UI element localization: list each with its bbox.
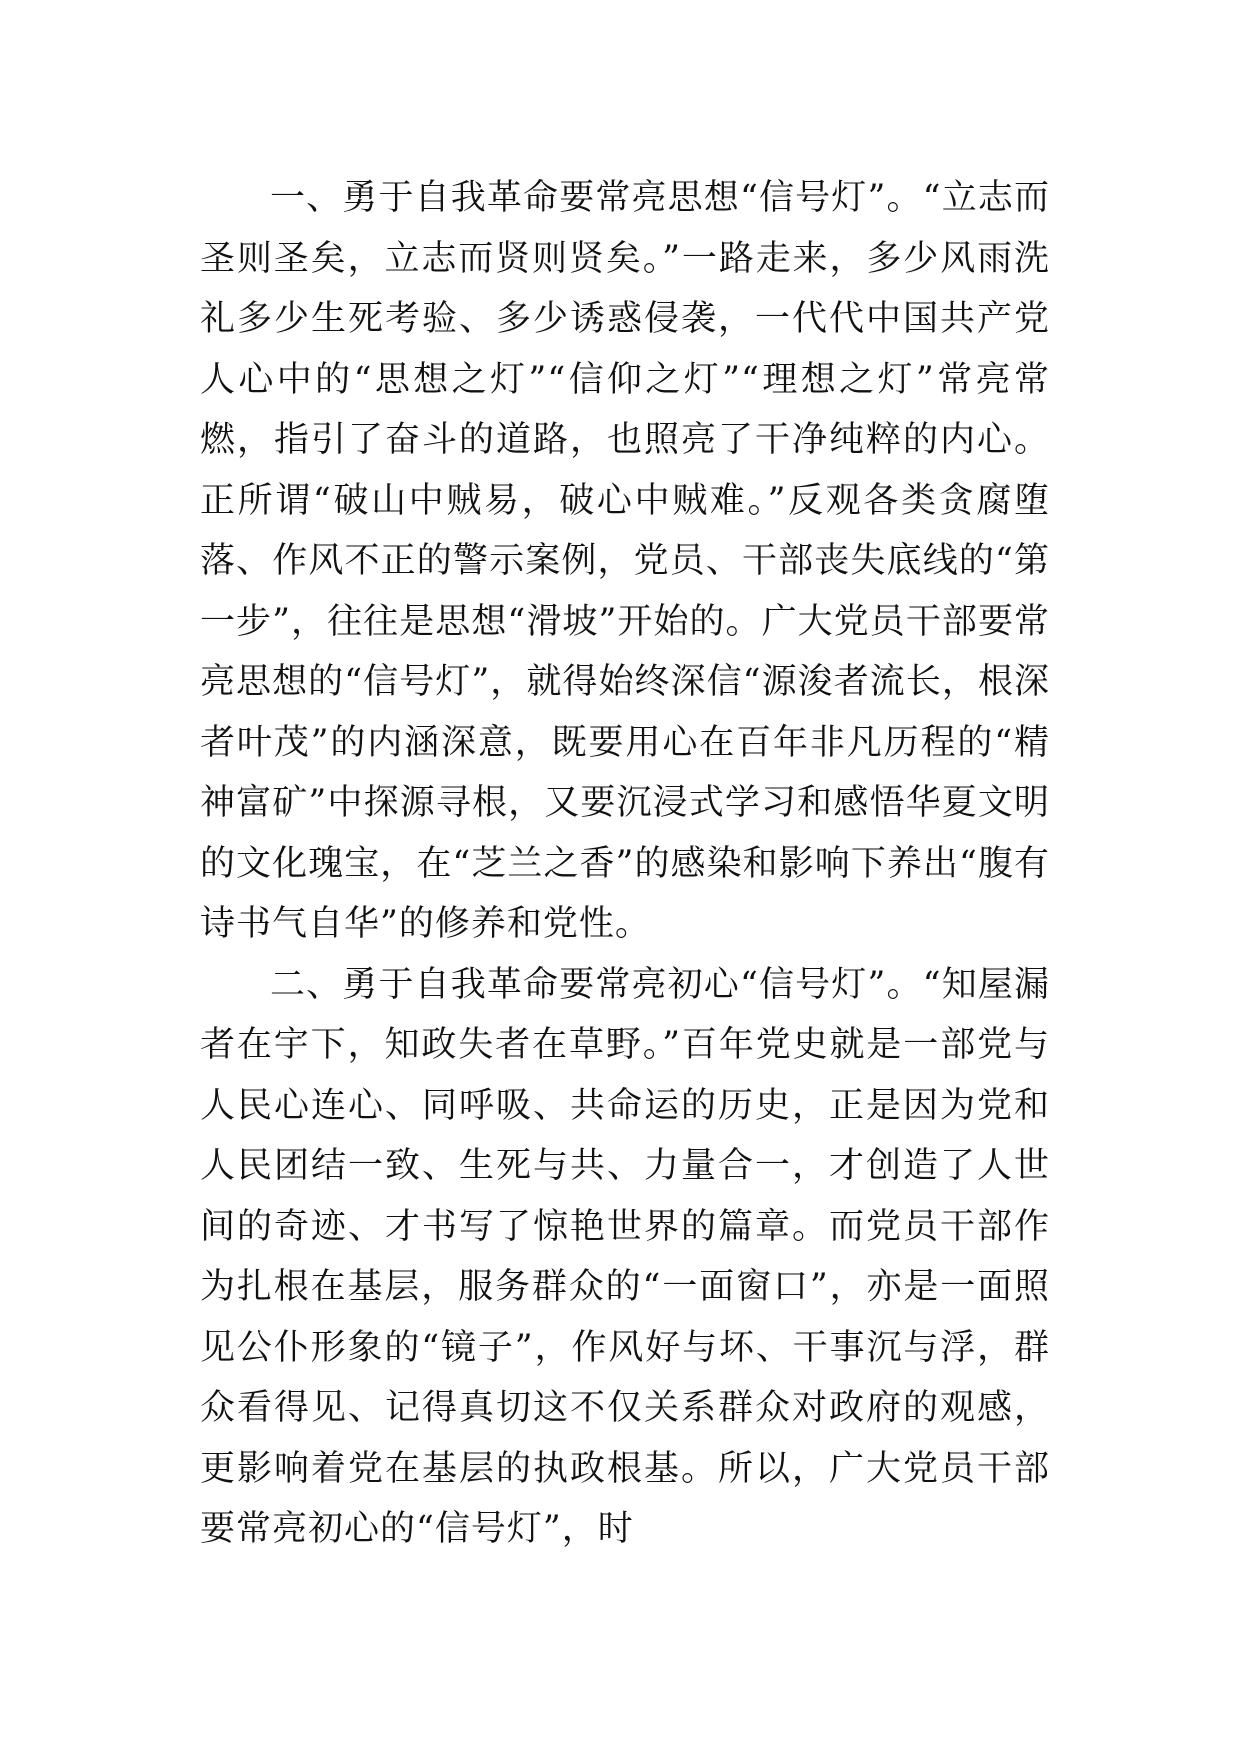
paragraph-1: 一、勇于自我革命要常亮思想“信号灯”。“立志而圣则圣矣，立志而贤则贤矣。”一路走来，多少风雨洗礼多少生死考验、多少诱惑侵袭，一代代中国共产党人心中的“思想之灯”“信仰之灯”“理想之灯”常亮常燃，指引了奋斗的道路，也照亮了干净纯粹的内心。正所谓“破山中贼易，破心中贼难。”反观各类贪腐堕落、作风不正的警示案例，党员、干部丧失底线的“第一步”，往往是思想“滑坡”开始的。广大党员干部要常亮思想的“信号灯”，就得始终深信“源浚者流长，根深者叶茂”的内涵深意，既要用心在百年非凡历程的“精神富矿”中探源寻根，又要沉浸式学习和感悟华夏文明的文化瑰宝，在“芝兰之香”的感染和影响下养出“腹有诗书气自华”的修养和党性。 <box>200 178 1050 944</box>
paragraph-2: 二、勇于自我革命要常亮初心“信号灯”。“知屋漏者在宇下，知政失者在草野。”百年党史就是一部党与人民心连心、同呼吸、共命运的历史，正是因为党和人民团结一致、生死与共、力量合一，才创造了人世间的奇迹、才书写了惊艳世界的篇章。而党员干部作为扎根在基层，服务群众的“一面窗口”，亦是一面照见公仆形象的“镜子”，作风好与坏、干事沉与浮，群众看得见、记得真切这不仅关系群众对政府的观感，更影响着党在基层的执政根基。所以，广大党员干部要常亮初心的“信号灯”，时 <box>200 964 1050 1549</box>
document-body <box>200 168 1050 1560</box>
